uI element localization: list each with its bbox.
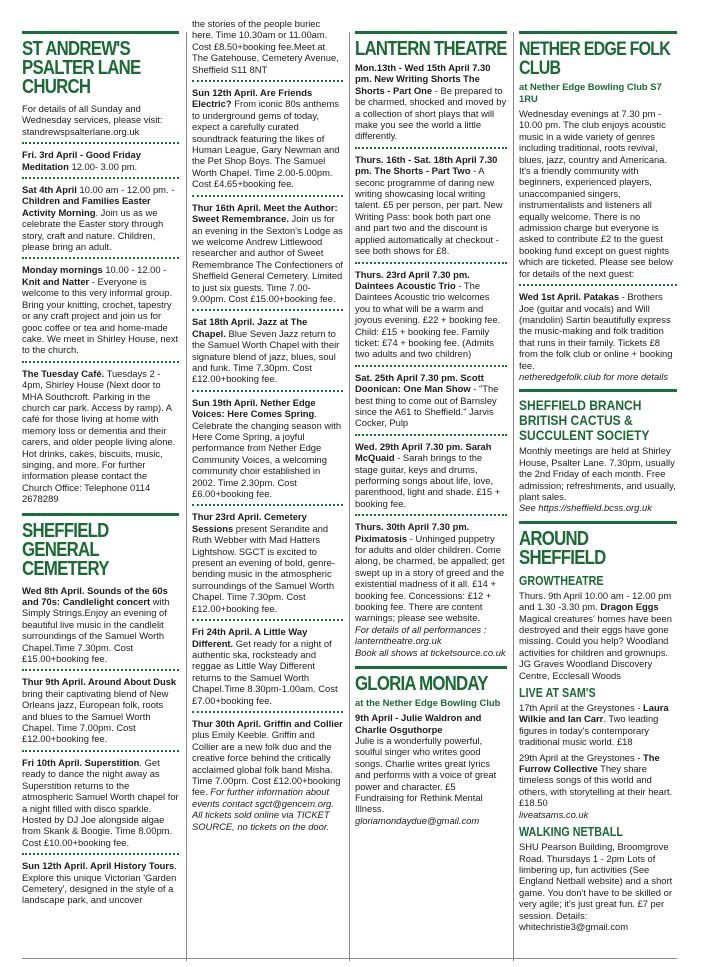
column-divider (186, 32, 187, 961)
column-1 (22, 0, 179, 906)
netball-body: SHU Pearson Building, Broomgrove Road. Thursdays 1 - 2pm Lots of limbering up, fun activities (See England Netball website) and a short game. You don't have to be skilled or very agile; it's just great fun. £7 per session. Details: whitechristie3@gmail.com (519, 841, 673, 932)
dotted-divider (355, 262, 507, 264)
folkclub-event: Wed 1st April. Patakas - Brothers Joe (guitar and vocals) and Will (mandolin) Sartin beautifully express the music-making and folk tradition that runs in their family. Tickets £8 from the folk club or online + booking fee. (519, 291, 673, 371)
gloria-venue: at the Nether Edge Bowling Club (355, 697, 501, 709)
standrews-event: Sat 4th April 10.00 am - 12.00 pm. - Children and Families Easter Activity Morning. Join us as we celebrate the Easter story through story, craft and nature. Children, please bring an adult. (22, 184, 175, 253)
standrews-event: Fri. 3rd April - Good Friday Meditation 12.00- 3.00 pm. (22, 149, 141, 172)
dotted-divider (355, 147, 507, 149)
section-bar (355, 666, 507, 669)
dotted-divider (22, 361, 179, 363)
standrews-title: ST ANDREW'S PSALTER LANE CHURCH (22, 38, 141, 98)
growtheatre-title: GROWTHEATRE (519, 573, 604, 588)
dotted-divider (192, 711, 343, 713)
standrews-event: The Tuesday Café. Tuesdays 2 - 4pm, Shirley House (Next door to MHA Southcroft. Parking in the church car park. Access by ramp). A café for those living at home with memory loss or dementia and their carers, and older people living alone. Hot drinks, cakes, biscuits, music, singing, and more. For further information please contact the Church Office: Telephone 0114 2678289 (22, 367, 176, 505)
cemetery-event: Sun 12th April. April History Tours. Explore this unique Victorian 'Garden Cemetery', designed in the style of a landscape park, and uncover (22, 860, 177, 906)
dotted-divider (192, 195, 343, 197)
gloria-event: 9th April - Julie Waldron and Charlie Osguthorpe (355, 712, 482, 735)
livesams-link[interactable]: liveatsams.co.uk (519, 808, 589, 820)
cemetery-event: Thur 23rd April. Cemetery Sessions present Serandite and Ruth Webber with Mad Hatters Lightshow. SGCT is excited to present an evening of bold, genre-bending music in the atmospheric surroundings of the Samuel Worth Chapel. Time 7.30pm. Cost £12.00+booking fee. (192, 511, 335, 614)
lantern-event: Sat. 25th April 7.30 pm. Scott Doonican: One Man Show - "The best thing to come out of Barnsley since the A61 to Sheffield." Jarvis Cocker, Pulp (355, 371, 499, 429)
lantern-event: Thurs. 16th - Sat. 18th April 7.30 pm. The Shorts - Part Two - A seconc programme of daring new writing showcasing local writing talent. £5 per person, per part. New Writing Pass: book both part one and part two and the discount is applied automatically at checkout - see both shows for £8. (355, 153, 503, 257)
dotted-divider (355, 434, 507, 436)
standrews-intro: For details of all Sunday and Wednesday services, please visit: standrewspsalterlane.org.uk (22, 103, 163, 137)
cactus-link[interactable]: See https://sheffield.bcss.org.uk (519, 502, 652, 514)
column-divider (513, 32, 514, 961)
cemetery-event: Sun 12th April. Are Friends Electric? From iconic 80s anthems to underground gems of today, expect a carefully curated soundtrack featuring the likes of Human League, Gary Newman and the Pet Shop Boys. The Samuel Worth Chapel. Time 2.00-5.00pm. Cost £4.65+booking fee. (192, 87, 340, 190)
cactus-title: SHEFFIELD BRANCH BRITISH CACTUS & SUCCULENT SOCIETY (519, 397, 650, 444)
column-4 (519, 0, 677, 932)
dotted-divider (192, 390, 343, 392)
gloria-description: Julie is a wonderfully powerful, soulful singer who writes good songs. Charlie writes great lyrics and performs with a voice of great power and character. £5 Fundraising for Rethink Mental Illness. (355, 734, 497, 815)
netball-title: WALKING NETBALL (519, 825, 623, 840)
livesams-title: LIVE AT SAM'S (519, 686, 596, 701)
section-bar (22, 31, 179, 34)
dotted-divider (22, 257, 179, 259)
dotted-divider (192, 80, 343, 82)
cemetery-event: Thur 9th April. Around About Dusk bring their captivating blend of New Orleans jazz, European folk, roots and blues to the Samuel Worth Chapel. Time 7.00pm. Cost £12.00+booking fee. (22, 676, 177, 745)
standrews-event: Monday mornings 10.00 - 12.00 - Knit and Natter - Everyone is welcome to this very informal group. Bring your knitting, crochet, tapestry or any craft project and join us for gooc coffee or tea and home-made cake. We meet in Shirley House, next to the church. (22, 264, 179, 356)
bottom-rule (22, 958, 677, 959)
lantern-details: For details of all performances : lanterntheatre.org.uk (355, 623, 487, 647)
cemetery-title: SHEFFIELD GENERAL CEMETERY (22, 519, 109, 580)
lantern-event: Mon.13th - Wed 15th April 7.30 pm. New Writing Shorts The Shorts - Part One - Be prepared to be charmed, shocked and moved by a collection of short plays that will make you see the world a little differently. (355, 62, 507, 142)
lantern-booking: Book all shows at ticketsource.co.uk (355, 646, 506, 658)
dotted-divider (22, 750, 179, 752)
cemetery-event: Fri 24th April. A Little Way Different. Get ready for a night of authentic ska, rocksteady and reggae as Little Way Different returns to the Samuel Worth Chapel.Time 8.30pm-1.00am. Cost £7.00+booking fee. (192, 626, 338, 706)
folkclub-title: NETHER EDGE FOLK CLUB (519, 39, 671, 79)
lantern-event: Thurs. 30th April 7.30 pm. Piximatosis - Unhinged puppetry for adults and older children. Come along, be charmed, be appalled; get swept up in a story of greed and the existential madness of it all. £14 + booking fee. Concessions: £12 + booking fee. There are content warnings; please see website. (355, 521, 505, 624)
cemetery-event-continued: the stories of the people buriec here. Time 10.30am or 11.00am. Cost £8.50+booking fee.Meet at The Gatehouse, Cemetery Avenue, Sheffield S11 8NT (192, 18, 339, 75)
gloria-title: GLORIA MONDAY (355, 673, 488, 696)
cactus-body: Monthly meetings are held at Shirley House, Psalter Lane. 7.30pm, usually the 2nd Friday of each month. Free admission; refreshments, and usually, plant sales. (519, 445, 676, 502)
cemetery-event: Thur 16th April. Meet the Author: Sweet Remembrance. Join us for an evening in the Sexton's Lodge as we welcome Andrew Littlewood researcher and author of Sweet Remembrance The Confectioners of Sheffield General Cemetery. Limited to just six guests. Time 7.00-9.00pm. Cost £15.00+booking fee. (192, 201, 343, 304)
dotted-divider (22, 853, 179, 855)
folkclub-intro: Wednesday evenings at 7.30 pm - 10.00 pm. The club enjoys acoustic music in a wide variety of genres including traditional, roots revival, blues, jazz, country and Americana. It's a friendly community with beginners, experienced players, unaccompanied singers, instrumentalists and listeners all equally welcome. There is no admission charge but everyone is asked to contribute £2 to the guest booking fund except on guest nights which are ticketed. Please see below for details of the next guest: (519, 108, 673, 279)
dotted-divider (22, 142, 179, 144)
growtheatre-event: Thurs. 9th April 10.00 am - 12.00 pm and 1.30 -3.30 pm. Dragon Eggs Magical creatures' homes have been destroyed and their eggs have gone missing. Could you help? Woodland activities for children and grownups. JG Graves Woodland Discovery Centre, Ecclesall Woods (519, 589, 672, 681)
section-bar (519, 389, 677, 392)
section-bar (519, 521, 677, 524)
cemetery-event: Sun 19th April. Nether Edge Voices: Here Comes Spring. Celebrate the changing season with Here Come Spring, a joyful performance from Nether Edge Community Voices, a welcoming community choir established in 2002. Time 2.30pm. Cost £6.00+booking fee. (192, 396, 342, 500)
cemetery-event: Sat 18th April. Jazz at The Chapel. Blue Seven Jazz return to the Samuel Worth Chapel with their signature blend of jazz, blues, soul and funk. Time 7.30pm. Cost £12.00+booking fee. (192, 316, 340, 385)
dotted-divider (22, 177, 179, 179)
dotted-divider (192, 504, 343, 506)
folkclub-link[interactable]: netheredgefolk.club for more details (519, 370, 669, 382)
cemetery-event: Wed 8th April. Sounds of the 60s and 70s: Candlelight concert with Simply Strings.Enjoy an evening of beautiful live music in the candlelit surroundings of the Samuel Worth Chapel.Time 7.30pm. Cost £15.00+booking fee. (22, 584, 170, 665)
folkclub-venue: at Nether Edge Bowling Club S7 1RU (519, 81, 662, 104)
column-2 (192, 0, 343, 832)
lantern-event: Wed. 29th April 7.30 pm. Sarah McQuaid - Sarah brings to the stage guitar, keys and drums, performing songs about life, love, parenthood, light and shade. £15 + booking fee. (355, 440, 501, 509)
lantern-title: LANTERN THEATRE (355, 38, 507, 60)
livesams-event: 17th April at the Greystones - Laura Wilkie and Ian Carr. Two leading figures in today's contemporary traditional music world. £18 (519, 702, 669, 748)
column-3 (355, 0, 507, 826)
dotted-divider (192, 309, 343, 311)
dotted-divider (192, 619, 343, 621)
section-bar (519, 31, 677, 34)
cemetery-event: Fri 10th April. Superstition. Get ready to dance the night away as Superstition returns to the atmospheric Samuel Worth chapel for a night filled with disco sparkle. Hosted by DJ Joe alongside algae from Skank & Boogie. Time 8.00pm. Cost £10.00+booking fee. (22, 756, 179, 848)
livesams-event: 29th April at the Greystones - The Furrow Collective They share timeless songs of this world and others, with storytelling at their heart. £18.50 (519, 751, 673, 809)
gloria-email[interactable]: gloriamondaydue@gmail.com (355, 814, 480, 826)
around-title: AROUND SHEFFIELD (519, 527, 606, 569)
dotted-divider (355, 514, 507, 516)
section-bar (22, 513, 179, 516)
dotted-divider (22, 669, 179, 671)
cemetery-event: Thur 30th April. Griffin and Collier plus Emily Keeble. Griffin and Collier are a new folk duo and the creative force behind the critically acclaimed global folk band Misha. Time 7.00pm. Cost £12.00+booking fee. For further information about events contact sgct@gencem.org. All tickets sold online via TICKET SOURCE, no tickets on the door. (192, 717, 343, 832)
dotted-divider (519, 284, 677, 286)
lantern-event: Thurs. 23rd April 7.30 pm. Daintees Acoustic Trio - The Daintees Acoustic trio welcomes you to what will be a warm and joyous evening. £22 + booking fee. Child: £15 + booking fee. Family ticket: £74 + booking fee. (Admits two adults and two children) (355, 268, 501, 360)
section-bar (355, 31, 507, 34)
column-divider (349, 32, 350, 961)
dotted-divider (355, 365, 507, 367)
